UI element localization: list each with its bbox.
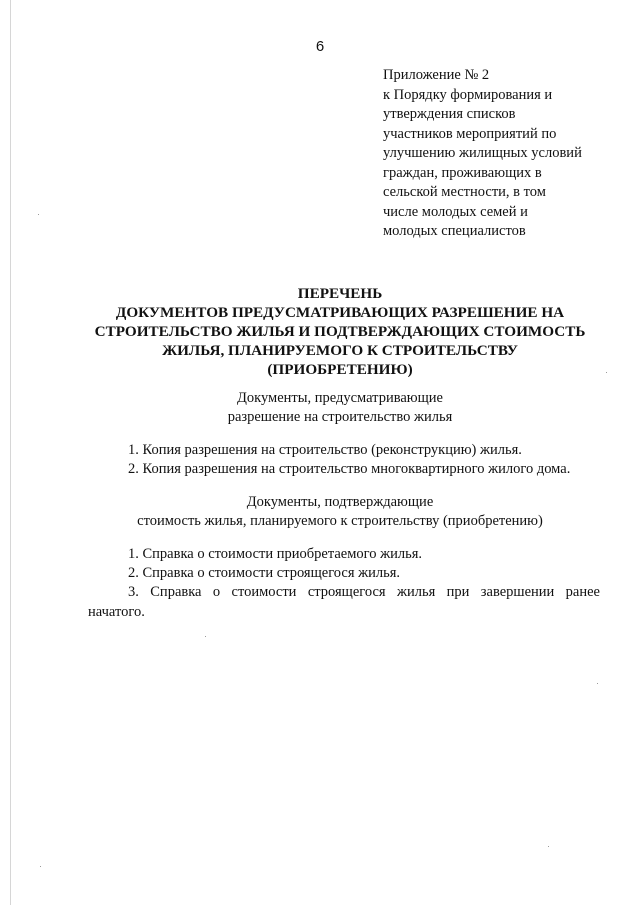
section1-heading xyxy=(40,389,640,427)
title-line: ДОКУМЕНТОВ ПРЕДУСМАТРИВАЮЩИХ РАЗРЕШЕНИЕ НА xyxy=(115,304,565,321)
scan-speck xyxy=(606,372,607,373)
title-line: (ПРИОБРЕТЕНИЮ) xyxy=(267,361,413,378)
title-line: ЖИЛЬЯ, ПЛАНИРУЕМОГО К СТРОИТЕЛЬСТВУ xyxy=(162,342,518,359)
appendix-line: Приложение № 2 xyxy=(383,67,490,83)
page-edge xyxy=(10,0,11,905)
appendix-line: участников мероприятий по xyxy=(383,125,557,142)
list-item: 2. Копия разрешения на строительство многоквартирного жилого дома. xyxy=(128,461,571,477)
list-item xyxy=(88,582,600,622)
appendix-line: улучшению жилищных условий xyxy=(383,145,582,161)
appendix-line: молодых специалистов xyxy=(383,223,526,239)
section-heading-line: Документы, предусматривающие xyxy=(236,390,443,406)
appendix-line: утверждения списков xyxy=(383,106,516,122)
appendix-line: сельской местности, в том xyxy=(383,184,546,200)
scan-speck xyxy=(205,636,206,637)
list-item: 1. Копия разрешения на строительство (реконструкцию) жилья. xyxy=(128,442,522,458)
section-heading-line: разрешение на строительство жилья xyxy=(227,409,453,425)
appendix-line: к Порядку формирования и xyxy=(383,86,553,103)
scan-speck xyxy=(597,683,598,684)
title-line: СТРОИТЕЛЬСТВО ЖИЛЬЯ И ПОДТВЕРЖДАЮЩИХ СТОИМОСТЬ xyxy=(94,323,586,340)
appendix-note xyxy=(383,66,623,242)
appendix-line: числе молодых семей и xyxy=(383,203,528,220)
list-item-line: 3. Справка о стоимости строящегося жилья при завершении ранее xyxy=(128,584,600,600)
scan-speck xyxy=(40,866,41,867)
page-number: 6 xyxy=(315,38,325,55)
title-line: ПЕРЕЧЕНЬ xyxy=(297,285,383,302)
section2-heading xyxy=(40,493,640,531)
scan-speck xyxy=(548,846,549,847)
document-title xyxy=(70,284,610,379)
list-item: 1. Справка о стоимости приобретаемого жилья. xyxy=(128,546,423,562)
appendix-line: граждан, проживающих в xyxy=(383,164,542,181)
scan-speck xyxy=(38,214,39,215)
list-item-line: начатого. xyxy=(88,604,145,620)
section-heading-line: Документы, подтверждающие xyxy=(246,494,434,510)
list-item: 2. Справка о стоимости строящегося жилья. xyxy=(128,565,401,581)
section-heading-line: стоимость жилья, планируемого к строительству (приобретению) xyxy=(137,513,543,529)
